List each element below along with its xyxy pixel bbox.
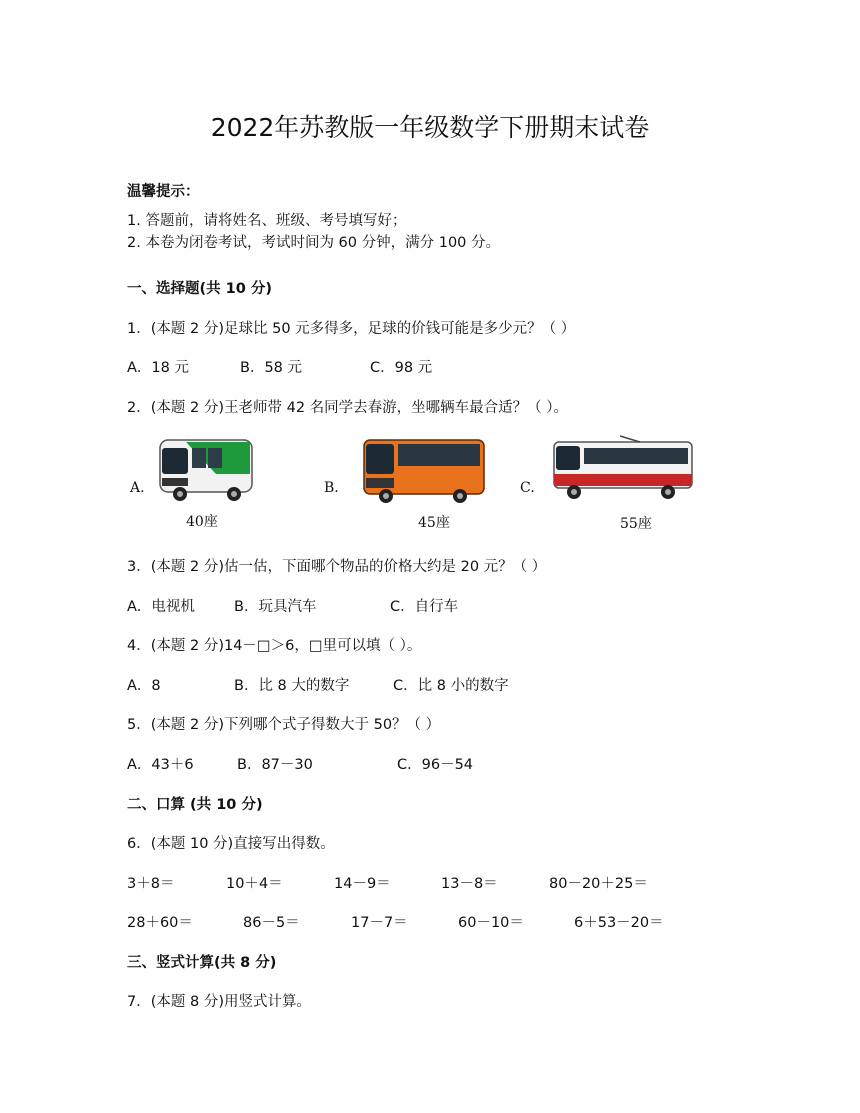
question-4-option-a: A．8 bbox=[127, 678, 161, 694]
bus-c-caption: 55座 bbox=[620, 516, 652, 532]
question-7-stem: 7．(本题 8 分)用竖式计算。 bbox=[127, 994, 311, 1010]
mental-math-item: 6＋53－20＝ bbox=[574, 915, 664, 931]
question-3-stem: 3．(本题 2 分)估一估，下面哪个物品的价格大约是 20 元？（ ） bbox=[127, 559, 547, 575]
question-5-option-b: B．87－30 bbox=[237, 757, 313, 773]
mental-math-item: 60－10＝ bbox=[458, 915, 524, 931]
question-4-option-b: B．比 8 大的数字 bbox=[234, 678, 350, 694]
bus-red-icon bbox=[550, 434, 696, 502]
question-3-option-b: B．玩具汽车 bbox=[234, 599, 317, 615]
question-4-option-c: C．比 8 小的数字 bbox=[393, 678, 509, 694]
mental-math-item: 17－7＝ bbox=[351, 915, 408, 931]
question-3-option-a: A．电视机 bbox=[127, 599, 195, 615]
question-1-stem: 1．(本题 2 分)足球比 50 元多得多，足球的价钱可能是多少元？（ ） bbox=[127, 321, 576, 337]
section-3-heading: 三、竖式计算(共 8 分) bbox=[127, 955, 277, 971]
bus-b-caption: 45座 bbox=[418, 515, 450, 531]
page-title: 2022年苏教版一年级数学下册期末试卷 bbox=[210, 113, 650, 142]
question-1-option-a: A．18 元 bbox=[127, 360, 189, 376]
mental-math-item: 10＋4＝ bbox=[226, 876, 283, 892]
question-4-stem: 4．(本题 2 分)14－□＞6，□里可以填（ ）。 bbox=[127, 638, 422, 654]
bus-a-label: A. bbox=[130, 480, 145, 496]
mental-math-item: 13－8＝ bbox=[441, 876, 498, 892]
question-2-stem: 2．(本题 2 分)王老师带 42 名同学去春游，坐哪辆车最合适？（ ）。 bbox=[127, 400, 569, 416]
mental-math-item: 28＋60＝ bbox=[127, 915, 193, 931]
mental-math-item: 14－9＝ bbox=[334, 876, 391, 892]
mental-math-item: 3＋8＝ bbox=[127, 876, 175, 892]
section-2-heading: 二、口算 (共 10 分) bbox=[127, 797, 263, 813]
question-1-option-c: C．98 元 bbox=[370, 360, 433, 376]
bus-a-caption: 40座 bbox=[186, 514, 218, 530]
question-1-option-b: B．58 元 bbox=[240, 360, 303, 376]
section-1-heading: 一、选择题(共 10 分) bbox=[127, 281, 273, 297]
question-5-option-c: C．96－54 bbox=[397, 757, 474, 773]
question-5-option-a: A．43＋6 bbox=[127, 757, 194, 773]
tips-line-1: 1. 答题前，请将姓名、班级、考号填写好； bbox=[127, 213, 407, 229]
tips-line-2: 2. 本卷为闭卷考试，考试时间为 60 分钟，满分 100 分。 bbox=[127, 235, 501, 251]
question-3-option-c: C．自行车 bbox=[390, 599, 459, 615]
tips-heading: 温馨提示： bbox=[127, 184, 200, 200]
mental-math-item: 86－5＝ bbox=[243, 915, 300, 931]
mental-math-item: 80－20＋25＝ bbox=[549, 876, 648, 892]
bus-c-label: C. bbox=[520, 480, 535, 496]
bus-b-label: B. bbox=[324, 480, 339, 496]
question-6-stem: 6．(本题 10 分)直接写出得数。 bbox=[127, 836, 335, 852]
bus-green-icon bbox=[156, 434, 256, 504]
question-5-stem: 5．(本题 2 分)下列哪个式子得数大于 50？（ ） bbox=[127, 717, 441, 733]
bus-orange-icon bbox=[360, 434, 488, 506]
